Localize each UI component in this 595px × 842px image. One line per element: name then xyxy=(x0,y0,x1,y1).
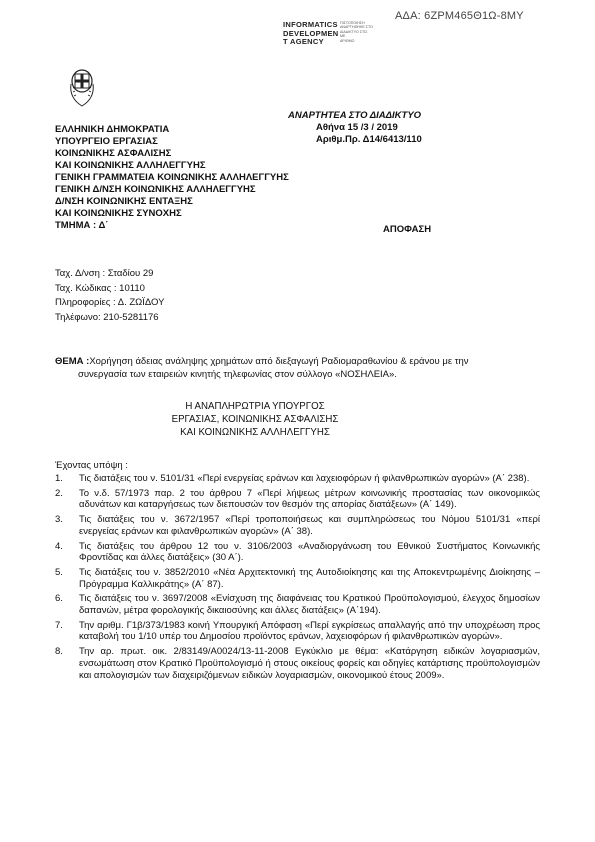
ada-code: ΑΔΑ: 6ΖΡΜ465Θ1Ω-8ΜΥ xyxy=(395,10,524,22)
contact-details xyxy=(55,267,164,325)
ida-cert-line: ΠΙΣΤΟΠΟΙΗΣΗ xyxy=(340,21,365,25)
list-item: 3. Τις διατάξεις του ν. 3672/1957 «Περί τροποποιήσεως και συμπληρώσεως του Νόμου 5101/31 «περί ενεργείας εράνων και φιλανθρωπικών αγορών» (Α΄ 38). xyxy=(55,514,540,537)
header-right xyxy=(288,110,422,146)
considering-heading: Έχοντας υπόψη : xyxy=(55,460,128,471)
list-item: 8. Την αρ. πρωτ. οικ. 2/83149/Α0024/13-11-2008 Εγκύκλιο με θέμα: «Κατάργηση ειδικών λογαριασμών, ενσωμάτωση στον Κρατικό Προϋπολογισμό ή στους οικείους φορείς και οδηγίες κατάρτισης προϋπολογισμών και απολογισμών των διαχειριζόμενων ειδικών λογαριασμών, οικονομικού έτους 2009». xyxy=(55,646,540,681)
authority-line: ΚΟΙΝΩΝΙΚΗΣ ΑΣΦΑΛΙΣΗΣ xyxy=(55,148,172,159)
authority-line: ΚΑΙ ΚΟΙΝΩΝΙΚΗΣ ΑΛΛΗΛΕΓΓΥΗΣ xyxy=(55,160,206,171)
subject-block xyxy=(55,355,555,381)
authority-line: ΤΜΗΜΑ : Δ΄ xyxy=(55,220,109,231)
ida-certification xyxy=(340,21,373,43)
ida-logo-line: DEVELOPMEN xyxy=(283,28,339,38)
publish-online-note: ΑΝΑΡΤΗΤΕΑ ΣΤΟ ΔΙΑΔΙΚΤΥΟ xyxy=(288,110,422,121)
ida-logo xyxy=(283,21,339,47)
subject-line-1: Χορήγηση άδειας ανάληψης χρημάτων από διεξαγωγή Ραδιομαραθωνίου & εράνου με την xyxy=(89,356,469,367)
issuing-authority xyxy=(55,124,289,232)
contact-line: Τηλέφωνο: 210-5281176 xyxy=(55,311,159,323)
subject-label: ΘΕΜΑ : xyxy=(55,356,90,367)
list-item: 5. Τις διατάξεις του ν. 3852/2010 «Νέα Αρχιτεκτονική της Αυτοδιοίκησης και της Αποκεντρωμένης Διοίκησης – Πρόγραμμα Καλλικράτης» (Α΄ 87). xyxy=(55,566,540,590)
list-item-text: Τις διατάξεις του ν. 3672/1957 «Περί τροποποιήσεως και συμπληρώσεως του Νόμου 5101/31 «περί ενεργείας εράνων και φιλανθρωπικών αγορών» (Α΄ 38). xyxy=(79,514,540,537)
ida-cert-line: ΑΝΑΡΤΗΘΗΚΕ ΣΤΟ xyxy=(340,25,373,30)
contact-line: Ταχ. Κώδικας : 10110 xyxy=(55,282,145,294)
title-line: ΚΑΙ ΚΟΙΝΩΝΙΚΗΣ ΑΛΛΗΛΕΓΓΥΗΣ xyxy=(180,427,330,438)
list-item: 4. Τις διατάξεις του άρθρου 12 του ν. 3106/2003 «Αναδιοργάνωση του Εθνικού Συστήματος Κοινωνικής Φροντίδας και άλλες διατάξεις» (30 Α΄). xyxy=(55,540,540,564)
list-item: 6. Τις διατάξεις του ν. 3697/2008 «Ενίσχυση της διαφάνειας του Κρατικού Προϋπολογισμού, έλεγχος δημοσίων δαπανών, μέτρα φορολογικής δικαιοσύνης και άλλες διατάξεις» (Α΄194). xyxy=(55,593,540,617)
list-item-text: Τις διατάξεις του ν. 3852/2010 «Νέα Αρχιτεκτονική της Αυτοδιοίκησης και της Αποκεντρωμένης Διοίκησης – Πρόγραμμα Καλλικράτης» (Α΄ 87). xyxy=(79,566,540,590)
subject-line-2: συνεργασία των εταιρειών κινητής τηλεφωνίας στον σύλλογο «ΝΟΣΗΛΕΙΑ». xyxy=(78,369,397,380)
authority-line: ΥΠΟΥΡΓΕΙΟ ΕΡΓΑΣΙΑΣ xyxy=(55,136,158,147)
list-item: 2. Το ν.δ. 57/1973 παρ. 2 του άρθρου 7 «Περί λήψεως μέτρων κοινωνικής προστασίας των οικονομικώς αδυνάτων και καταργήσεως των διεπουσών τον θεσμόν της απορίας διατάξεων» (Α΄ 149). xyxy=(55,487,540,511)
title-line: ΕΡΓΑΣΙΑΣ, ΚΟΙΝΩΝΙΚΗΣ ΑΣΦΑΛΙΣΗΣ xyxy=(171,414,339,425)
protocol-number: Αριθμ.Πρ. Δ14/6413/110 xyxy=(316,134,422,145)
list-item-text: Την αρ. πρωτ. οικ. 2/83149/Α0024/13-11-2008 Εγκύκλιο με θέμα: «Κατάργηση ειδικών λογαριασμών, ενσωμάτωση στον Κρατικό Προϋπολογισμό ή στους οικείους φορείς και οδηγίες κατάρτισης προϋπολογισμών και απολογισμών των διαχειριζόμενων ειδικών λογαριασμών, οικονομικού έτους 2009». xyxy=(79,646,540,681)
title-line: Η ΑΝΑΠΛΗΡΩΤΡΙΑ ΥΠΟΥΡΓΟΣ xyxy=(185,401,325,412)
decision-label: ΑΠΟΦΑΣΗ xyxy=(383,224,432,235)
contact-line: Πληροφορίες : Δ. ΖΩΪΔΟΥ xyxy=(55,297,165,308)
ida-cert-line: ΔΙΑΔΙΚΤΥΟ ΣΤΙΣ xyxy=(340,29,368,34)
greek-emblem-icon xyxy=(67,68,97,110)
list-item: 1. Τις διατάξεις του ν. 5101/31 «Περί ενεργείας εράνων και λαχειοφόρων ή φιλανθρωπικών αγορών» (Α΄ 238). xyxy=(55,473,530,484)
authority-line: Δ/ΝΣΗ ΚΟΙΝΩΝΙΚΗΣ ΕΝΤΑΞΗΣ xyxy=(55,196,193,207)
list-item-text: Τις διατάξεις του ν. 3697/2008 «Ενίσχυση της διαφάνειας του Κρατικού Προϋπολογισμού, έλεγχος δημοσίων δαπανών, μέτρα φορολογικής δικαιοσύνης και άλλες διατάξεις» (Α΄194). xyxy=(79,593,540,617)
legal-basis-list xyxy=(55,473,540,684)
date-line: Αθήνα 15 /3 / 2019 xyxy=(316,122,398,133)
ida-cert-line: ΑΡΙΘΜΟ xyxy=(340,38,355,43)
authority-line: ΕΛΛΗΝΙΚΗ ΔΗΜΟΚΡΑΤΙΑ xyxy=(55,124,170,135)
authority-line: ΚΑΙ ΚΟΙΝΩΝΙΚΗΣ ΣΥΝΟΧΗΣ xyxy=(55,208,182,219)
authority-line: ΓΕΝΙΚΗ Δ/ΝΣΗ ΚΟΙΝΩΝΙΚΗΣ ΑΛΛΗΛΕΓΓΥΗΣ xyxy=(55,184,256,195)
list-item-text: Την αριθμ. Γ1β/373/1983 κοινή Υπουργική Απόφαση «Περί εγκρίσεως απαλλαγής από την υποχρέωση προς καταβολή του 1/10 υπέρ του Δημοσίου προϊόντος εράνων, λαχειοφόρων ή φιλανθρωπικών αγορών». xyxy=(79,619,540,643)
signatory-title xyxy=(0,400,510,439)
authority-line: ΓΕΝΙΚΗ ΓΡΑΜΜΑΤΕΙΑ ΚΟΙΝΩΝΙΚΗΣ ΑΛΛΗΛΕΓΓΥΗΣ xyxy=(55,172,289,183)
list-item-text: Τις διατάξεις του ν. 5101/31 «Περί ενεργείας εράνων και λαχειοφόρων ή φιλανθρωπικών αγορών» (Α΄ 238). xyxy=(79,473,530,484)
ida-logo-line: T AGENCY xyxy=(283,37,324,47)
ida-logo-line: INFORMATICS xyxy=(283,20,338,29)
list-item-text: Το ν.δ. 57/1973 παρ. 2 του άρθρου 7 «Περί λήψεως μέτρων κοινωνικής προστασίας των οικονομικώς αδυνάτων και καταργήσεως των διεπουσών τον θεσμόν της απορίας διατάξεων» (Α΄ 149). xyxy=(79,487,540,511)
list-item-text: Τις διατάξεις του άρθρου 12 του ν. 3106/2003 «Αναδιοργάνωση του Εθνικού Συστήματος Κοινωνικής Φροντίδας και άλλες διατάξεις» (30 Α΄). xyxy=(79,540,540,564)
ida-cert-line: ΜΕ xyxy=(340,34,346,39)
contact-line: Ταχ. Δ/νση : Σταδίου 29 xyxy=(55,268,154,279)
list-item: 7. Την αριθμ. Γ1β/373/1983 κοινή Υπουργική Απόφαση «Περί εγκρίσεως απαλλαγής από την υποχρέωση προς καταβολή του 1/10 υπέρ του Δημοσίου προϊόντος εράνων, λαχειοφόρων ή φιλανθρωπικών αγορών». xyxy=(55,619,540,643)
